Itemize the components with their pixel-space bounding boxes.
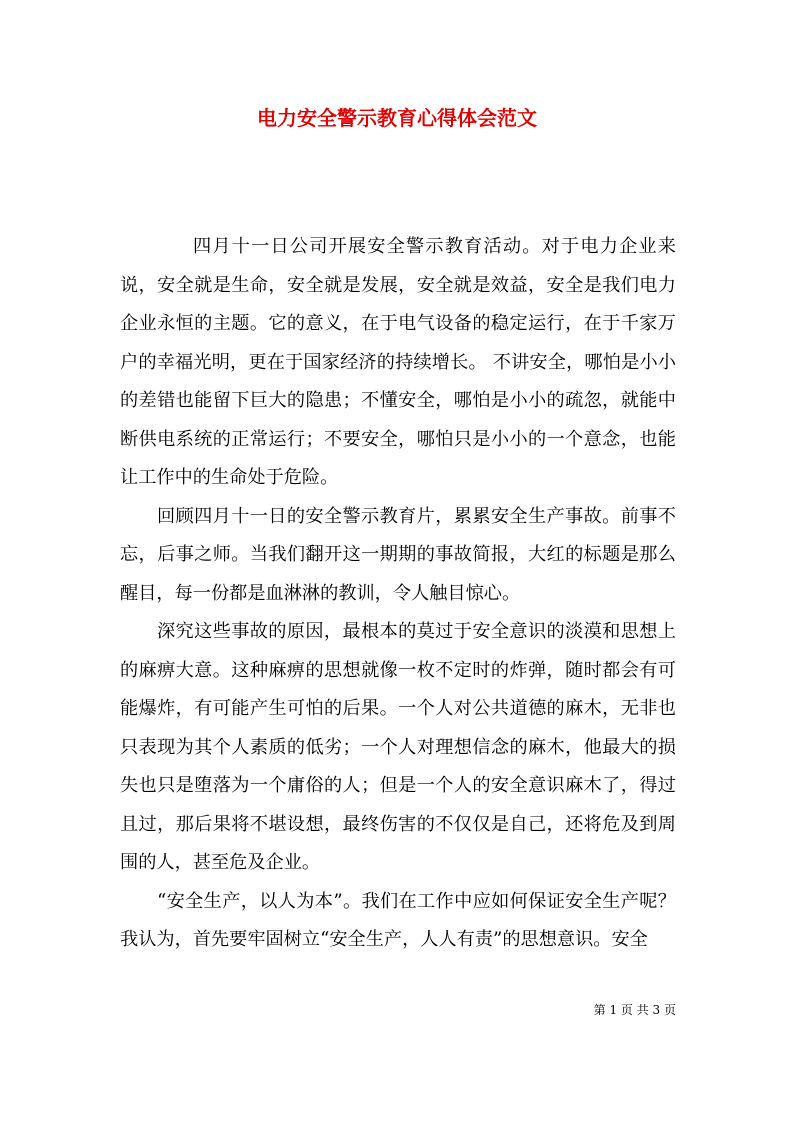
paragraph-1: 四月十一日公司开展安全警示教育活动。对于电力企业来说，安全就是生命，安全就是发展，安全就是效益，安全是我们电力企业永恒的主题。它的意义，在于电气设备的稳定运行，在于千家万户的幸福光明，更在于国家经济的持续增长。 不讲安全，哪怕是小小的差错也能留下巨大的隐患；不懂安全，哪怕是小小的疏忽，就能中断供电系统的正常运行；不要安全，哪怕只是小小的一个意念，也能让工作中的生命处于危险。	[120, 236, 676, 488]
paragraph-3: 深究这些事故的原因，最根本的莫过于安全意识的淡漠和思想上的麻痹大意。这种麻痹的思想就像一枚不定时的炸弹，随时都会有可能爆炸，有可能产生可怕的后果。一个人对公共道德的麻木，无非也只表现为其个人素质的低劣；一个人对理想信念的麻木，他最大的损失也只是堕落为一个庸俗的人；但是一个人的安全意识麻木了，得过且过，那后果将不堪设想，最终伤害的不仅仅是自己，还将危及到周围的人，甚至危及企业。	[120, 621, 676, 873]
page-number-footer: 第 1 页 共 3 页	[593, 1003, 676, 1017]
paragraph-4: “安全生产，以人为本”。我们在工作中应如何保证安全生产呢？我认为，首先要牢固树立“安全生产，人人有责”的思想意识。安全	[120, 890, 676, 950]
document-title: 电力安全警示教育心得体会范文	[257, 106, 537, 130]
document-body	[120, 228, 676, 960]
paragraph-2: 回顾四月十一日的安全警示教育片，累累安全生产事故。前事不忘，后事之师。当我们翻开这一期期的事故简报，大红的标题是那么醒目，每一份都是血淋淋的教训，令人触目惊心。	[120, 505, 676, 604]
